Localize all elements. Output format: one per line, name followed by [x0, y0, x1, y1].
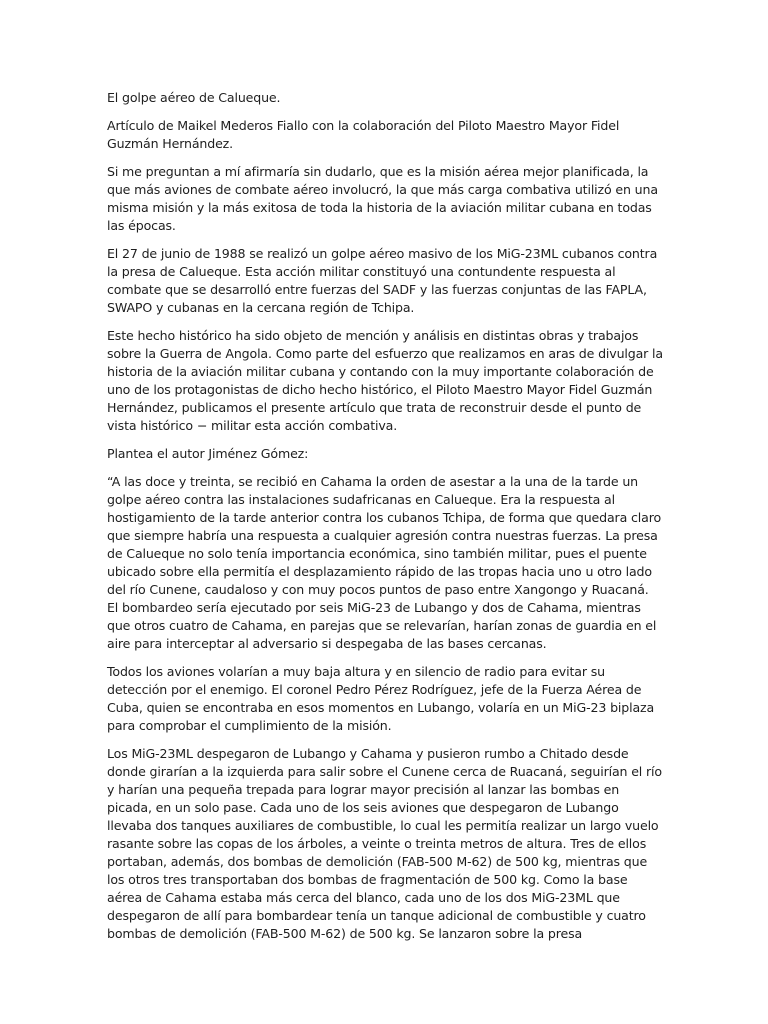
body-paragraph: Si me preguntan a mí afirmaría sin dudarlo, que es la misión aérea mejor planificada, la que más aviones de combate aéreo involucró, la que más carga combativa utilizó en una misma misión y la más exitosa de toda la historia de la aviación militar cubana en todas las épocas.: [107, 164, 658, 233]
body-paragraph: Plantea el autor Jiménez Gómez:: [107, 446, 309, 461]
quote-paragraph: Todos los aviones volarían a muy baja altura y en silencio de radio para evitar su detección por el enemigo. El coronel Pedro Pérez Rodríguez, jefe de la Fuerza Aérea de Cuba, quien se encontraba en esos momentos en Lubango, volaría en un MiG-23 biplaza para comprobar el cumplimiento de la misión.: [107, 664, 655, 733]
body-paragraph: El 27 de junio de 1988 se realizó un golpe aéreo masivo de los MiG-23ML cubanos contra la presa de Calueque. Esta acción militar constituyó una contundente respuesta al combate que se desarrolló entre fuerzas del SADF y las fuerzas conjuntas de las FAPLA, SWAPO y cubanas en la cercana región de Tchipa.: [107, 246, 658, 315]
document-page: [107, 89, 663, 953]
document-title: El golpe aéreo de Calueque.: [107, 90, 281, 105]
quote-paragraph: Los MiG-23ML despegaron de Lubango y Cahama y pusieron rumbo a Chitado desde donde girarían a la izquierda para salir sobre el Cunene cerca de Ruacaná, seguirían el río y harían una pequeña trepada para lograr mayor precisión al lanzar las bombas en picada, en un solo pase. Cada uno de los seis aviones que despegaron de Lubango llevaba dos tanques auxiliares de combustible, lo cual les permitía realizar un largo vuelo rasante sobre las copas de los árboles, a veinte o treinta metros de altura. Tres de ellos portaban, además, dos bombas de demolición (FAB-500 M-62) de 500 kg, mientras que los otros tres transportaban dos bombas de fragmentación de 500 kg. Como la base aérea de Cahama estaba más cerca del blanco, cada uno de los dos MiG-23ML que despegaron de allí para bombardear tenía un tanque adicional de combustible y cuatro bombas de demolición (FAB-500 M-62) de 500 kg. Se lanzaron sobre la presa: [107, 746, 662, 941]
body-paragraph: Este hecho histórico ha sido objeto de mención y análisis en distintas obras y trabajos sobre la Guerra de Angola. Como parte del esfuerzo que realizamos en aras de divulgar la historia de la aviación militar cubana y contando con la muy importante colaboración de uno de los protagonistas de dicho hecho histórico, el Piloto Maestro Mayor Fidel Guzmán Hernández, publicamos el presente artículo que trata de reconstruir desde el punto de vista histórico − militar esta acción combativa.: [107, 328, 663, 433]
quote-paragraph: “A las doce y treinta, se recibió en Cahama la orden de asestar a la una de la tarde un golpe aéreo contra las instalaciones sudafricanas en Calueque. Era la respuesta al hostigamiento de la tarde anterior contra los cubanos Tchipa, de forma que quedara claro que siempre habría una respuesta a cualquier agresión contra nuestras fuerzas. La presa de Calueque no solo tenía importancia económica, sino también militar, pues el puente ubicado sobre ella permitía el desplazamiento rápido de las tropas hacia uno u otro lado del río Cunene, caudaloso y con muy pocos puntos de paso entre Xangongo y Ruacaná. El bombardeo sería ejecutado por seis MiG-23 de Lubango y dos de Cahama, mientras que otros cuatro de Cahama, en parejas que se relevarían, harían zonas de guardia en el aire para interceptar al adversario si despegaba de las bases cercanas.: [107, 474, 662, 651]
byline-paragraph: Artículo de Maikel Mederos Fiallo con la colaboración del Piloto Maestro Mayor Fidel Guzmán Hernández.: [107, 118, 620, 151]
